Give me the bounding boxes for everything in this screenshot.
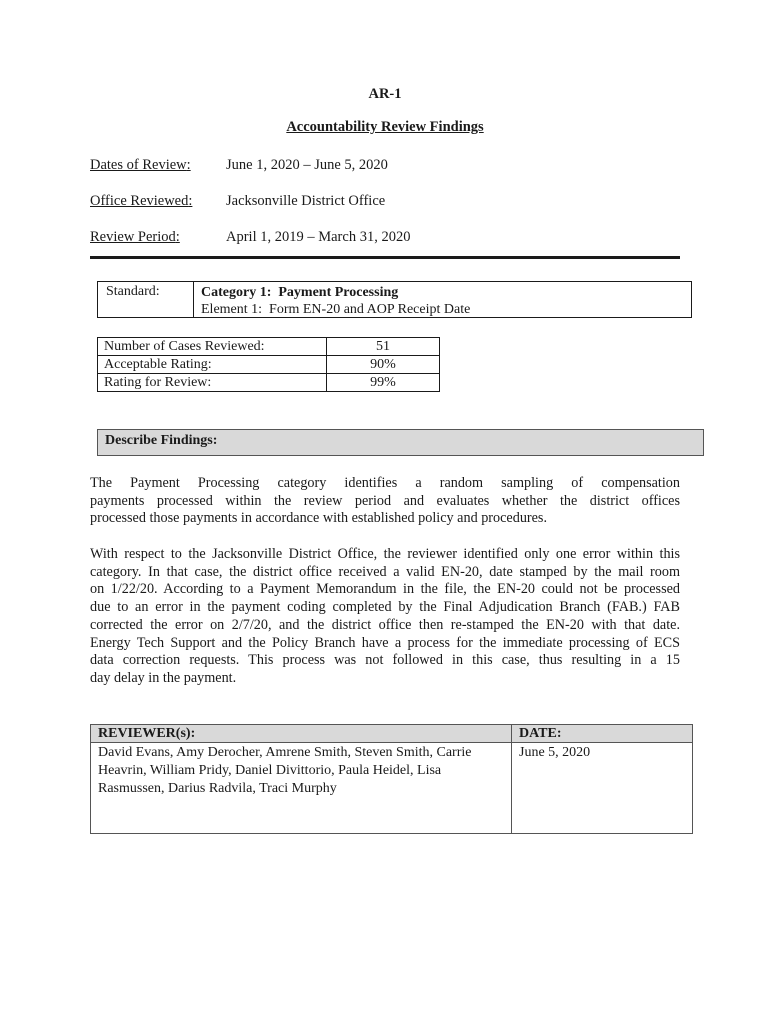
dates-of-review-label: Dates of Review: [90, 157, 191, 173]
table-row [98, 338, 440, 356]
table-row [98, 356, 440, 374]
rating-value: 99% [327, 374, 440, 392]
reviewers-table [90, 724, 693, 834]
paragraph-line: processed those payments in accordance with established policy and procedures. [90, 510, 547, 527]
rating-table [97, 337, 440, 392]
paragraph-line: data correction requests. This process was not followed in this case, thus resulting in a 15 [90, 652, 680, 669]
reviewer-names-line: Heavrin, William Pridy, Daniel Divittorio, Paula Heidel, Lisa [98, 763, 442, 778]
standard-content [201, 284, 470, 318]
reviewer-names-line: Rasmussen, Darius Radvila, Traci Murphy [98, 781, 337, 796]
paragraph-line: on 1/22/20. According to a Payment Memorandum in the file, the EN-20 could not be processed [90, 581, 680, 598]
table-header-row [91, 725, 693, 743]
review-period-value: April 1, 2019 – March 31, 2020 [226, 229, 411, 245]
table-row [91, 743, 693, 834]
paragraph-line: category. In that case, the district office received a valid EN-20, date stamped by the mail room [90, 563, 680, 580]
paragraph-line: Energy Tech Support and the Policy Branch have a process for the immediate processing of ECS [90, 634, 680, 651]
paragraph-line: corrected the error on 2/7/20, and the district office then re-stamped the EN-20 with that date. [90, 616, 680, 633]
findings-paragraph-2 [90, 546, 680, 688]
reviewers-header: REVIEWER(s): [91, 725, 512, 743]
form-id: AR-1 [368, 86, 402, 102]
rating-label: Number of Cases Reviewed: [98, 338, 327, 356]
standard-box [97, 281, 692, 318]
office-reviewed-label: Office Reviewed: [90, 193, 193, 209]
standard-category: Category 1: Payment Processing [201, 285, 399, 300]
standard-label: Standard: [98, 282, 194, 317]
header-divider [90, 256, 680, 259]
rating-label: Acceptable Rating: [98, 356, 327, 374]
findings-heading: Describe Findings: [97, 429, 704, 456]
rating-value: 90% [327, 356, 440, 374]
findings-paragraph-1 [90, 475, 680, 528]
rating-label: Rating for Review: [98, 374, 327, 392]
reviewer-names-line: David Evans, Amy Derocher, Amrene Smith, Steven Smith, Carrie [98, 745, 472, 760]
paragraph-line: The Payment Processing category identifies a random sampling of compensation [90, 475, 680, 491]
dates-of-review-value: June 1, 2020 – June 5, 2020 [226, 157, 388, 173]
paragraph-line: payments processed within the review period and evaluates whether the district offices [90, 492, 680, 509]
date-header: DATE: [512, 725, 693, 743]
reviewer-names [91, 743, 512, 834]
paragraph-line: due to an error in the payment coding completed by the Final Adjudication Branch (FAB.) FAB [90, 599, 680, 616]
paragraph-line: With respect to the Jacksonville District Office, the reviewer identified only one error within this [90, 546, 680, 562]
rating-value: 51 [327, 338, 440, 356]
review-date: June 5, 2020 [512, 743, 693, 834]
standard-element: Element 1: Form EN-20 and AOP Receipt Date [201, 302, 471, 317]
page-title: Accountability Review Findings [286, 119, 484, 135]
review-period-label: Review Period: [90, 229, 180, 245]
office-reviewed-value: Jacksonville District Office [226, 193, 386, 209]
table-row [98, 374, 440, 392]
paragraph-line: day delay in the payment. [90, 669, 237, 686]
